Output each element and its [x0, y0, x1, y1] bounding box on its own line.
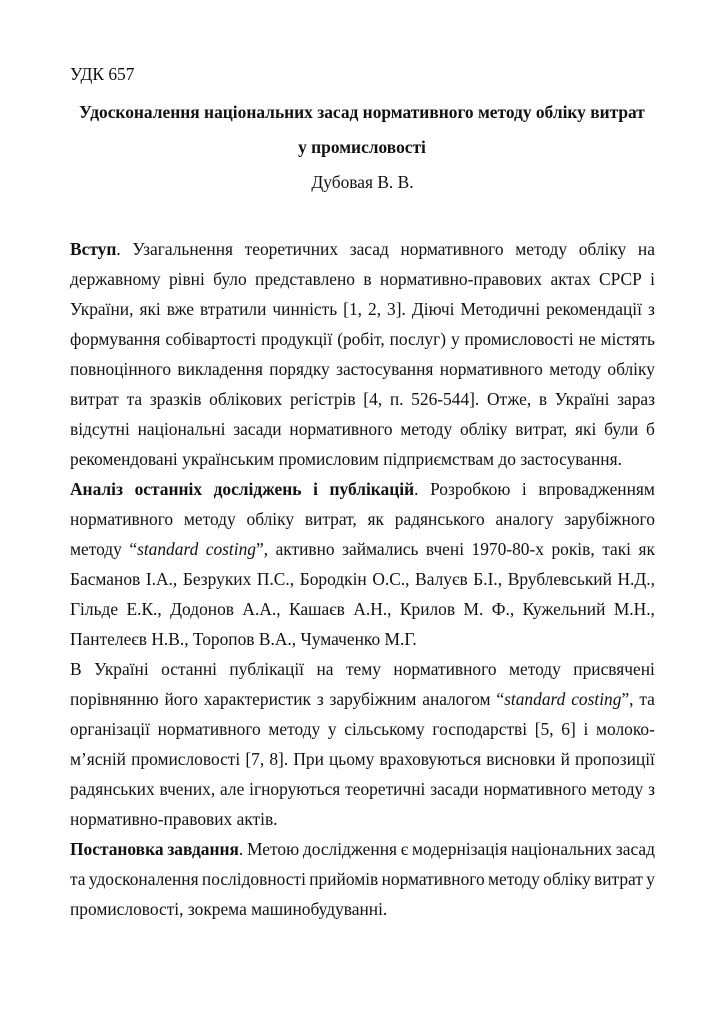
word: викладення [177, 359, 263, 379]
word: і [650, 269, 655, 289]
word: характеристик [203, 689, 311, 709]
word: в [538, 389, 548, 409]
text-line [70, 297, 655, 327]
word: є [400, 839, 409, 859]
word: Додонов [170, 599, 234, 619]
word: присвячені [573, 659, 655, 679]
text-line [70, 327, 655, 357]
word: нормативного [381, 869, 485, 889]
word: Ф., [491, 599, 515, 619]
word: засади [233, 419, 282, 439]
word: організації [70, 719, 150, 739]
word: Безруких [182, 569, 252, 589]
word: послуг) [389, 329, 447, 349]
word: застосування. [520, 449, 622, 469]
word: собівартості [165, 329, 257, 349]
word: Постановка [70, 839, 164, 859]
word: молоко- [595, 719, 655, 739]
word: представлено [255, 269, 355, 289]
word: рекомендації [546, 299, 642, 319]
word: Отже, [486, 389, 532, 409]
text-line [70, 717, 655, 747]
word: б [646, 419, 655, 439]
word: аналогом [422, 689, 491, 709]
text-line [70, 627, 655, 657]
word: теоретичні [345, 779, 426, 799]
article-title-line-2: у промисловості [298, 137, 426, 157]
word: рекомендовані [70, 449, 178, 469]
word: Діючі [411, 299, 455, 319]
word: М.Г. [384, 629, 417, 649]
word: методу [549, 359, 602, 379]
text-line [70, 447, 655, 477]
word: чинність [272, 299, 338, 319]
word: В.А., [258, 629, 297, 649]
word: зараз [617, 389, 655, 409]
word: Методичні [460, 299, 541, 319]
word: державному [70, 269, 161, 289]
word: нормативного [157, 719, 261, 739]
word: А.Н., [353, 599, 392, 619]
text-line [70, 687, 655, 717]
word: актів. [236, 809, 278, 829]
word: промисловості, [70, 899, 184, 919]
word: національних [511, 839, 613, 859]
word: прийомів [309, 869, 379, 889]
text-line [70, 837, 655, 867]
word: цьому [329, 749, 375, 769]
word: [5, [534, 719, 554, 739]
word: на [316, 659, 334, 679]
word: були [604, 419, 639, 439]
word: 8]. [269, 749, 289, 769]
text-line [70, 897, 655, 927]
word: тему [345, 659, 381, 679]
word: досліджень [213, 479, 302, 499]
word: та [639, 689, 655, 709]
text-line [70, 597, 655, 627]
word: містять [600, 329, 655, 349]
word: в [363, 269, 372, 289]
word: (робіт, [337, 329, 385, 349]
word: як [367, 509, 384, 529]
word: його [164, 689, 198, 709]
word: засад [349, 239, 389, 259]
word: й [560, 749, 570, 769]
word: обліку [459, 419, 508, 439]
word: з [647, 299, 655, 319]
text-line [70, 807, 655, 837]
word: висновки [486, 749, 556, 769]
word: не [578, 329, 596, 349]
word: методу [183, 509, 236, 529]
word: Чумаченко [300, 629, 381, 649]
word: радянських [70, 779, 155, 799]
word: СРСР [599, 269, 642, 289]
article-title-line-1: Удосконалення національних засад нормативного методу обліку витрат [79, 102, 645, 122]
text-line [70, 777, 655, 807]
word: зарубіжного [564, 509, 655, 529]
word: Н.В., [151, 629, 189, 649]
word: займались [342, 539, 419, 559]
word: сільському [344, 719, 425, 739]
text-line [70, 537, 655, 567]
word: України, [70, 299, 134, 319]
word: 3]. [387, 299, 406, 319]
word: Б.І., [473, 569, 503, 589]
paragraph-ukraine [70, 657, 655, 837]
text-line [70, 507, 655, 537]
word: які [139, 299, 161, 319]
word: Аналіз [70, 479, 124, 499]
word: Е.К., [126, 599, 162, 619]
word: послідовності [201, 869, 306, 889]
word: українським [182, 449, 275, 469]
word: регістрів [289, 389, 356, 409]
word: методу [591, 779, 644, 799]
word: порядку [269, 359, 330, 379]
text-line [70, 237, 655, 267]
paragraph-intro [70, 237, 655, 477]
text-line [70, 357, 655, 387]
word: [1, [343, 299, 362, 319]
text-line [70, 267, 655, 297]
word: дослідження [302, 839, 398, 859]
word: публікацій. [329, 479, 419, 499]
word: господарстві [432, 719, 528, 739]
word: М. [463, 599, 484, 619]
word: на [637, 239, 655, 259]
text-line [70, 657, 655, 687]
word: рівні [168, 269, 205, 289]
word: нормативного [483, 779, 587, 799]
word: але [220, 779, 245, 799]
word: і [583, 719, 589, 739]
word: витрат [70, 389, 119, 409]
word: 6] [561, 719, 576, 739]
word: впровадженням [538, 479, 655, 499]
text-line [70, 747, 655, 777]
word: [4, [363, 389, 383, 409]
word: застосування [336, 359, 434, 379]
word: радянського [394, 509, 485, 529]
word: Торопов [192, 629, 255, 649]
word: і [521, 479, 527, 499]
word: зокрема [187, 899, 247, 919]
word: зарубіжним [329, 689, 417, 709]
word: у [450, 329, 460, 349]
word: такі [602, 539, 631, 559]
word: витрат [594, 869, 643, 889]
word: аналогу [495, 509, 554, 529]
word: методу [268, 719, 321, 739]
word: зразків [149, 389, 202, 409]
word: завдання. [167, 839, 244, 859]
word: методу [488, 869, 540, 889]
word: нормативного [400, 239, 504, 259]
article-body [70, 237, 655, 927]
word: було [213, 269, 247, 289]
word: вже [166, 299, 194, 319]
text-line [70, 387, 655, 417]
word: повноцінного [70, 359, 172, 379]
word: 526-544]. [411, 389, 480, 409]
word: О.С., [372, 569, 410, 589]
word: методу [508, 659, 561, 679]
word: методу [515, 239, 568, 259]
word: “standard [129, 539, 199, 559]
word: 2, [368, 299, 382, 319]
word: публікації [229, 659, 304, 679]
word: 1970-80-х [471, 539, 544, 559]
word: відсутні [70, 419, 130, 439]
word: порівнянню [70, 689, 159, 709]
paragraph-task [70, 837, 655, 927]
word: з [648, 779, 655, 799]
word: нормативного [393, 659, 497, 679]
word: методу [70, 539, 122, 559]
word: витрат, [515, 419, 568, 439]
word: удосконалення [88, 869, 199, 889]
word: м’ясній [70, 749, 126, 769]
word: Крилов [399, 599, 456, 619]
word: Україні [94, 659, 149, 679]
word: активно [275, 539, 335, 559]
word: втратили [199, 299, 267, 319]
word: облікових [209, 389, 283, 409]
word: теоретичних [244, 239, 339, 259]
word: Врублевський [507, 569, 612, 589]
word: Метою [247, 839, 300, 859]
udk-code: УДК 657 [70, 64, 135, 84]
word: пропозиції [575, 749, 655, 769]
word: формування [70, 329, 161, 349]
word: В [70, 659, 82, 679]
text-line [70, 867, 655, 897]
word: у [646, 869, 655, 889]
word: Бородкін [299, 569, 367, 589]
word: та [70, 869, 86, 889]
word: продукції [261, 329, 333, 349]
word: підприємствам [383, 449, 495, 469]
word: І.А., [145, 569, 178, 589]
word: методу [400, 419, 453, 439]
word: А.А., [242, 599, 281, 619]
word: нормативно-правових [70, 809, 233, 829]
text-line [70, 567, 655, 597]
word: промисловим [278, 449, 379, 469]
word: національні [137, 419, 226, 439]
word: останніх [134, 479, 203, 499]
word: М.Н., [613, 599, 655, 619]
word: як [638, 539, 655, 559]
word: Вступ. [70, 239, 121, 259]
word: Пантелеєв [70, 629, 147, 649]
word: машинобудуванні. [251, 899, 388, 919]
paragraph-analysis [70, 477, 655, 657]
word: П.С., [256, 569, 295, 589]
word: вчених, [159, 779, 216, 799]
word: нормативного [289, 419, 393, 439]
word: до [498, 449, 516, 469]
word: “standard [496, 689, 566, 709]
word: Гільде [70, 599, 119, 619]
word: нормативно-правових [379, 269, 543, 289]
word: ігноруються [249, 779, 341, 799]
word: [7, [245, 749, 265, 769]
word: обліку [246, 509, 295, 529]
author: Дубовая В. В. [311, 172, 414, 192]
word: витрат, [304, 509, 357, 529]
word: Н.Д., [617, 569, 655, 589]
word: засад [615, 839, 655, 859]
word: п. [389, 389, 404, 409]
word: Басманов [70, 569, 141, 589]
text-line [70, 417, 655, 447]
word: обліку [543, 869, 591, 889]
word: Узагальнення [132, 239, 233, 259]
word: Україні [554, 389, 610, 409]
word: засади [430, 779, 479, 799]
word: та [126, 389, 143, 409]
word: Валуєв [415, 569, 468, 589]
word: актах [550, 269, 591, 289]
word: враховуються [379, 749, 482, 769]
word: costing”, [205, 539, 269, 559]
word: останні [161, 659, 217, 679]
word: промисловості [131, 749, 241, 769]
word: вчені [425, 539, 465, 559]
word: з [316, 689, 324, 709]
word: років, [551, 539, 595, 559]
word: нормативного [439, 359, 543, 379]
word: промисловості [464, 329, 574, 349]
word: costing”, [571, 689, 634, 709]
word: обліку [607, 359, 655, 379]
word: модернізація [412, 839, 508, 859]
word: Кашаєв [289, 599, 345, 619]
word: нормативного [70, 509, 174, 529]
word: обліку [578, 239, 627, 259]
word: Кужельний [522, 599, 606, 619]
word: і [313, 479, 318, 499]
word: у [327, 719, 337, 739]
word: При [293, 749, 324, 769]
text-line [70, 477, 655, 507]
word: Розробкою [430, 479, 511, 499]
word: які [575, 419, 597, 439]
